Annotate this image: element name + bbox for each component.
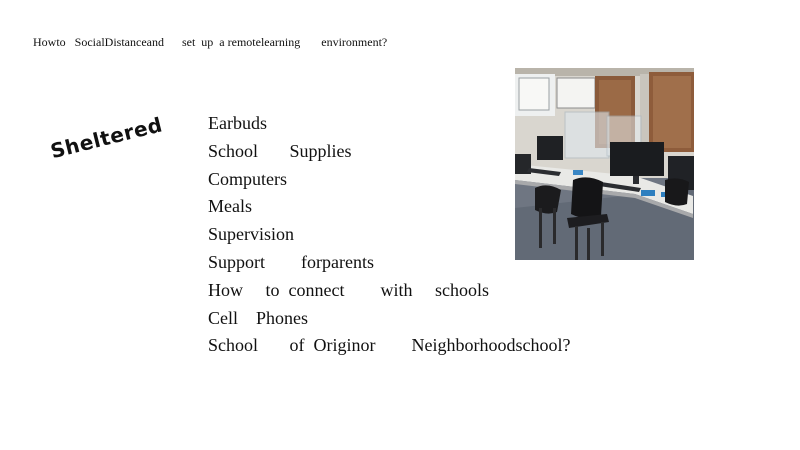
list-item: Supervision (208, 224, 295, 245)
list-item: School Supplies (208, 140, 352, 161)
list-item: Support forparents (208, 251, 374, 272)
list-item: Computers (208, 168, 287, 189)
list-item: School of Originor Neighborhoodschool? (208, 335, 571, 356)
list-item: Cell Phones (208, 307, 309, 328)
list-item: Earbuds (208, 113, 267, 133)
sheltered-stamp: Sheltered (48, 112, 165, 164)
page-title: Howto SocialDistanceand set up a remotelearning environment? (33, 35, 388, 49)
list-item: How to connect with schools (208, 279, 489, 300)
list-item: Meals (208, 196, 252, 217)
classroom-photo (515, 68, 694, 260)
